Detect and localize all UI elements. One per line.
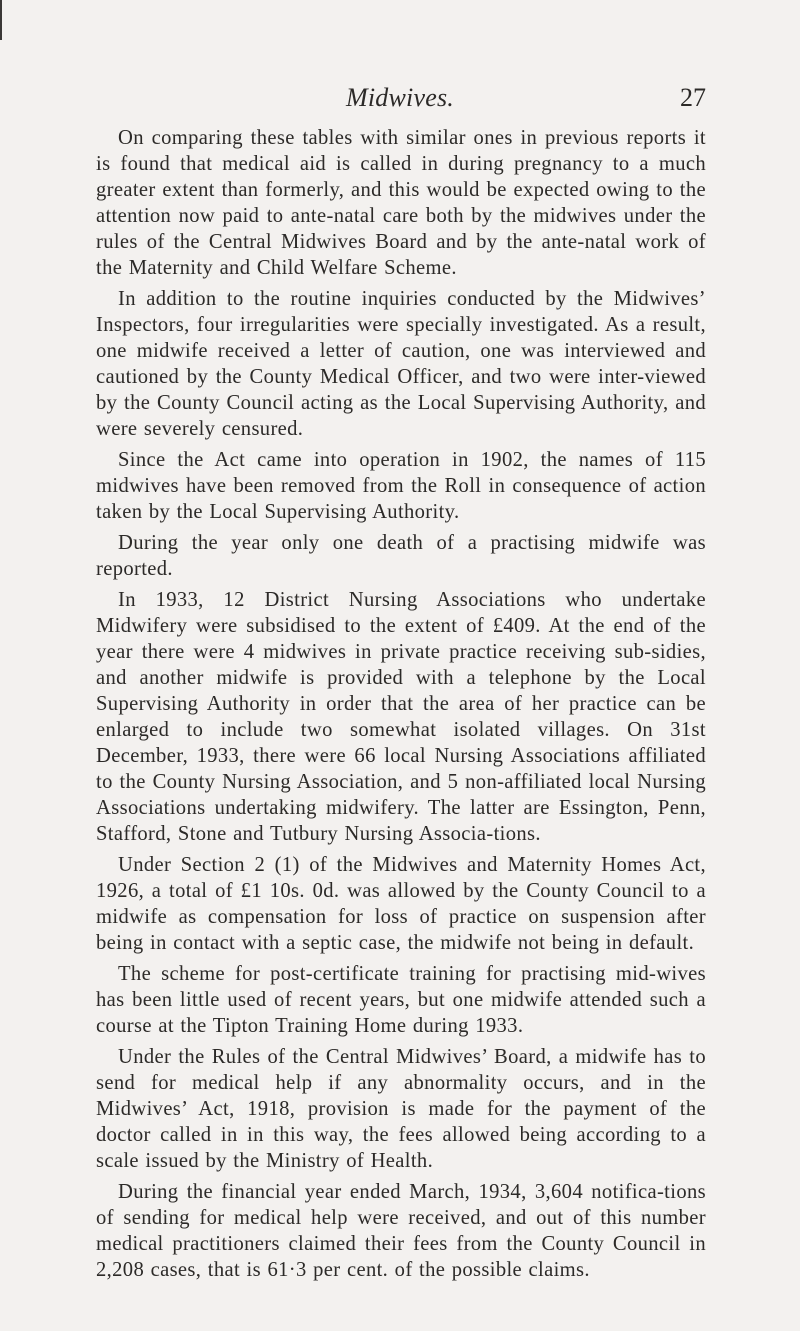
paragraph-medical-aid: On comparing these tables with similar ones in previous reports it is found that medical aid is called in during pregnancy to a much greater extent than formerly, and this would be expected owing to the attention now paid to ante-natal care both by the midwives under the rules of the Central Midwives Board and by the ante-natal work of the Maternity and Child Welfare Scheme. (96, 127, 706, 279)
paragraph-irregularities: In addition to the routine inquiries conducted by the Midwives’ Inspectors, four irregularities were specially investigated. As a result, one midwife received a letter of caution, one was interviewed and cautioned by the County Medical Officer, and two were inter-viewed by the County Council acting as the Local Supervising Authority, and were severely censured. (96, 288, 706, 440)
paragraph-midwife-death: During the year only one death of a practising midwife was reported. (96, 532, 706, 580)
paragraph-notifications: During the financial year ended March, 1934, 3,604 notifica-tions of sending for medical help were received, and out of this number medical practitioners claimed their fees from the County Council in 2,208 cases, that is 61·3 per cent. of the possible claims. (96, 1181, 706, 1281)
page-number: 27 (680, 83, 706, 112)
running-title: Midwives. (346, 83, 454, 112)
page-header (0, 78, 800, 118)
paragraph-rules-medical-help: Under the Rules of the Central Midwives’ Board, a midwife has to send for medical help if any abnormality occurs, and in the Midwives’ Act, 1918, provision is made for the payment of the doctor called in in this way, the fees allowed being according to a scale issued by the Ministry of Health. (96, 1046, 706, 1172)
paragraph-nursing-associations: In 1933, 12 District Nursing Associations who undertake Midwifery were subsidised to the extent of £409. At the end of the year there were 4 midwives in private practice receiving sub-sidies, and another midwife is provided with a telephone by the Local Supervising Authority in order that the area of her practice can be enlarged to include two somewhat isolated villages. On 31st December, 1933, there were 66 local Nursing Associations affiliated to the County Nursing Association, and 5 non-affiliated local Nursing Associations undertaking midwifery. The latter are Essington, Penn, Stafford, Stone and Tutbury Nursing Associa-tions. (96, 589, 706, 845)
paragraph-post-certificate-training: The scheme for post-certificate training for practising mid-wives has been little used of recent years, but one midwife attended such a course at the Tipton Training Home during 1933. (96, 963, 706, 1037)
paragraph-removals-from-roll: Since the Act came into operation in 1902, the names of 115 midwives have been removed from the Roll in consequence of action taken by the Local Supervising Authority. (96, 449, 706, 523)
body-text (96, 125, 706, 1288)
paragraph-compensation: Under Section 2 (1) of the Midwives and Maternity Homes Act, 1926, a total of £1 10s. 0d. was allowed by the County Council to a midwife as compensation for loss of practice on suspension after being in contact with a septic case, the midwife not being in default. (96, 854, 706, 954)
